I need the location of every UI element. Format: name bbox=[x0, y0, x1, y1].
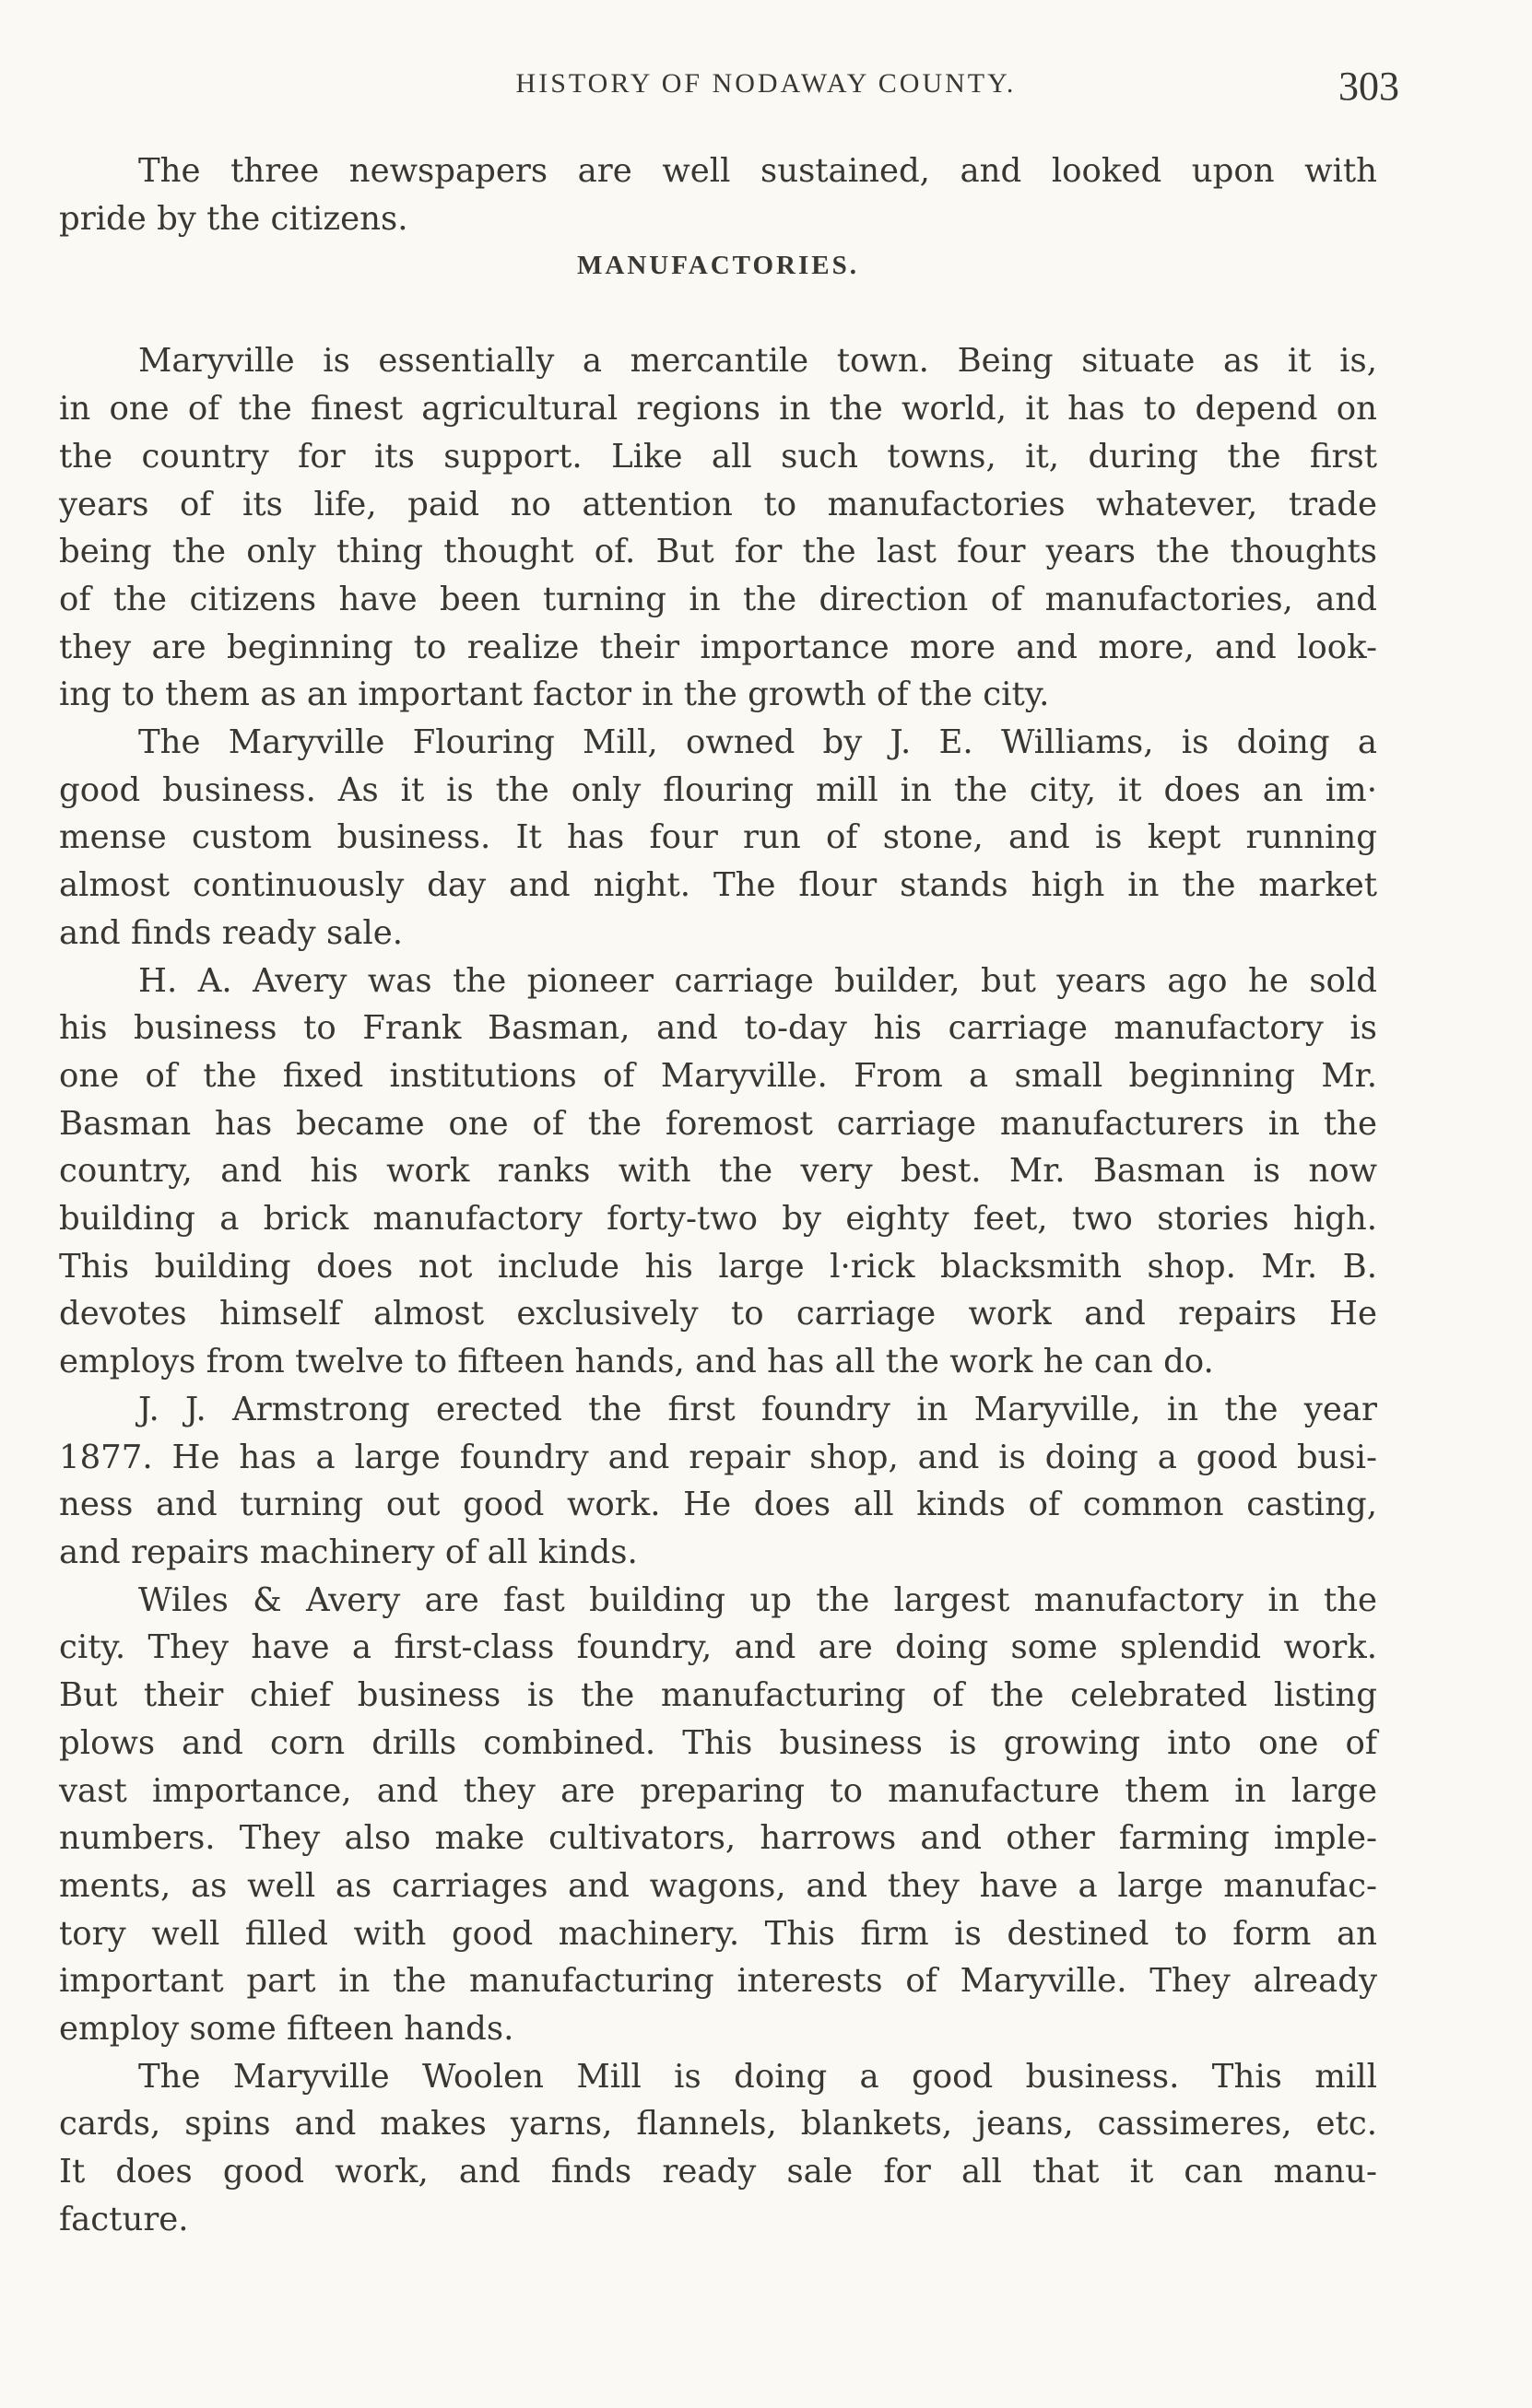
text-line: they are beginning to realize their importance more and more, and look- bbox=[59, 628, 1377, 666]
text-line: employs from twelve to fifteen hands, and has all the work he can do. bbox=[59, 1343, 1214, 1381]
text-line: The three newspapers are well sustained, and looked upon with bbox=[138, 152, 1377, 190]
text-line: one of the fixed institutions of Maryville. From a small beginning Mr. bbox=[59, 1056, 1377, 1095]
running-head bbox=[0, 63, 1532, 109]
text-line: employ some fifteen hands. bbox=[59, 2010, 514, 2049]
paragraph-flouring-mill bbox=[59, 719, 1377, 957]
text-line: mense custom business. It has four run of stone, and is kept running bbox=[59, 818, 1377, 857]
text-line: This building does not include his large l·rick blacksmith shop. Mr. B. bbox=[59, 1247, 1377, 1286]
paragraph-carriage-builder bbox=[59, 957, 1377, 1386]
text-line: good business. As it is the only flouring mill in the city, it does an im· bbox=[59, 770, 1377, 809]
text-line: The Maryville Woolen Mill is doing a good business. This mill bbox=[138, 2057, 1377, 2096]
text-line: Basman has became one of the foremost carriage manufacturers in the bbox=[59, 1104, 1377, 1143]
running-title: HISTORY OF NODAWAY COUNTY. bbox=[515, 68, 1017, 99]
body-text bbox=[59, 147, 1377, 2244]
paragraph-mercantile-town bbox=[59, 337, 1377, 719]
text-line: J. J. Armstrong erected the first foundry in Maryville, in the year bbox=[138, 1390, 1377, 1428]
text-line: devotes himself almost exclusively to carriage work and repairs He bbox=[59, 1295, 1377, 1333]
text-line: Maryville is essentially a mercantile town. Being situate as it is, bbox=[138, 342, 1377, 381]
paragraph-newspapers bbox=[59, 147, 1377, 242]
text-line: almost continuously day and night. The flour stands high in the market bbox=[59, 866, 1377, 905]
page-number: 303 bbox=[1338, 64, 1399, 109]
text-line: facture. bbox=[59, 2200, 189, 2238]
text-line: cards, spins and makes yarns, flannels, blankets, jeans, cassimeres, etc. bbox=[59, 2105, 1377, 2144]
text-line: 1877. He has a large foundry and repair shop, and is doing a good busi- bbox=[59, 1438, 1377, 1476]
text-line: ness and turning out good work. He does all kinds of common casting, bbox=[59, 1486, 1377, 1524]
text-line: plows and corn drills combined. This business is growing into one of bbox=[59, 1723, 1377, 1762]
text-line: and repairs machinery of all kinds. bbox=[59, 1533, 638, 1571]
paragraph-wiles-avery bbox=[59, 1577, 1377, 2053]
text-line: ments, as well as carriages and wagons, and they have a large manufac- bbox=[59, 1866, 1377, 1905]
text-line: pride by the citizens. bbox=[59, 199, 408, 238]
text-line: years of its life, paid no attention to manufactories whatever, trade bbox=[59, 485, 1377, 523]
text-line: But their chief business is the manufacturing of the celebrated listing bbox=[59, 1676, 1377, 1715]
text-line: The Maryville Flouring Mill, owned by J. E. Williams, is doing a bbox=[138, 723, 1377, 762]
text-line: tory well filled with good machinery. This firm is destined to form an bbox=[59, 1914, 1377, 1953]
text-line: important part in the manufacturing interests of Maryville. They already bbox=[59, 1962, 1377, 2001]
text-line: his business to Frank Basman, and to-day his carriage manufactory is bbox=[59, 1009, 1377, 1048]
paragraph-foundry bbox=[59, 1386, 1377, 1577]
text-line: building a brick manufactory forty-two by eighty feet, two stories high. bbox=[59, 1200, 1377, 1239]
text-line: of the citizens have been turning in the direction of manufactories, and bbox=[59, 580, 1377, 618]
section-heading: MANUFACTORIES. bbox=[577, 251, 859, 281]
text-line: city. They have a first-class foundry, and are doing some splendid work. bbox=[59, 1628, 1377, 1667]
text-line: in one of the finest agricultural regions in the world, it has to depend on bbox=[59, 390, 1377, 429]
text-line: Wiles & Avery are fast building up the largest manufactory in the bbox=[138, 1580, 1377, 1619]
text-line: vast importance, and they are preparing to manufacture them in large bbox=[59, 1771, 1377, 1810]
text-line: the country for its support. Like all such towns, it, during the first bbox=[59, 437, 1377, 476]
text-line: country, and his work ranks with the very best. Mr. Basman is now bbox=[59, 1152, 1377, 1191]
text-line: numbers. They also make cultivators, harrows and other farming imple- bbox=[59, 1819, 1377, 1858]
text-line: It does good work, and finds ready sale for all that it can manu- bbox=[59, 2153, 1377, 2191]
text-line: and finds ready sale. bbox=[59, 913, 404, 952]
text-line: being the only thing thought of. But for the last four years the thoughts bbox=[59, 533, 1377, 571]
paragraph-woolen-mill bbox=[59, 2053, 1377, 2244]
text-line: ing to them as an important factor in the growth of the city. bbox=[59, 675, 1050, 714]
text-line: H. A. Avery was the pioneer carriage builder, but years ago he sold bbox=[138, 961, 1377, 1000]
